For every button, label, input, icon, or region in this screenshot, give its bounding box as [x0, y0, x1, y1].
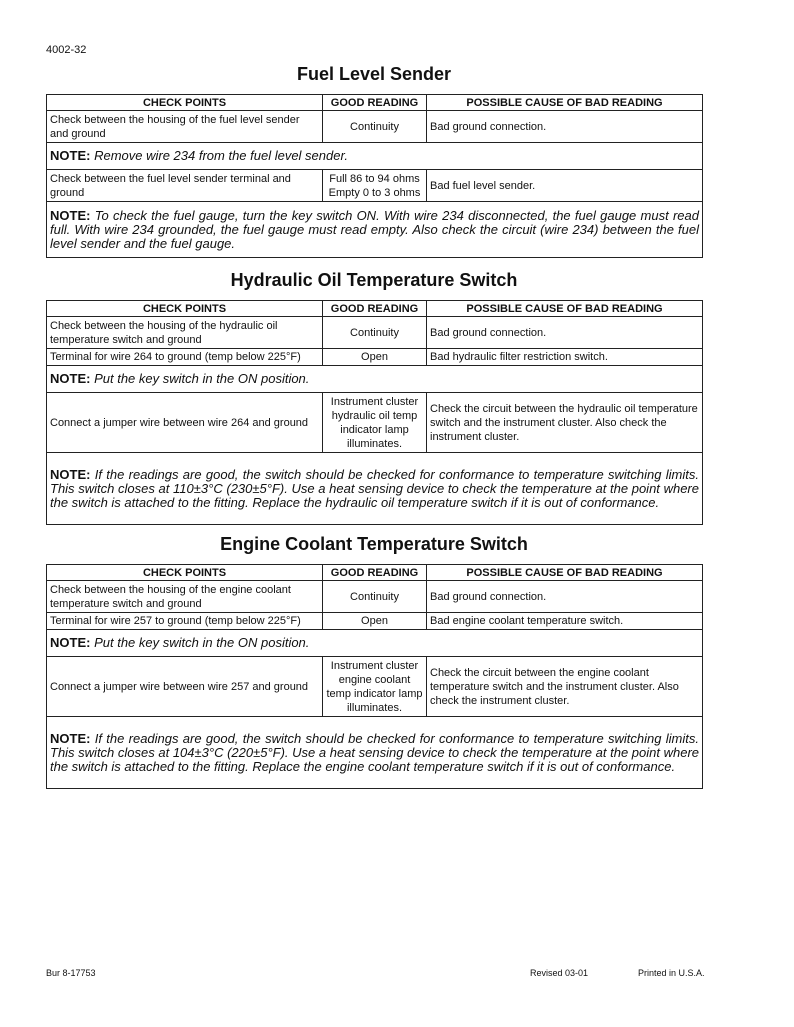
check-point-cell: Check between the fuel level sender terminal and ground [47, 170, 323, 202]
cause-cell: Bad hydraulic filter restriction switch. [427, 349, 703, 366]
header-check-points: CHECK POINTS [47, 95, 323, 111]
engine-coolant-temp-switch-table [46, 564, 703, 789]
good-reading-cell: Continuity [323, 111, 427, 143]
note-label: NOTE: [50, 148, 91, 163]
note-label: NOTE: [50, 635, 91, 650]
note-row [47, 366, 703, 393]
section-title-hydraulic-oil-temp-switch: Hydraulic Oil Temperature Switch [230, 270, 518, 290]
note-text: If the readings are good, the switch should be checked for conformance to temperature switching limits. This switch closes at 104±3°C (220±5°F). Use a heat sensing device to check the temperature at the point where the switch is attached to the fitting. Replace the engine coolant temperature switch if it is out of conformance. [50, 730, 699, 774]
note-row [47, 630, 703, 657]
check-point-cell: Check between the housing of the hydraulic oil temperature switch and ground [47, 317, 323, 349]
good-reading-cell: Instrument cluster hydraulic oil temp indicator lamp illuminates. [323, 393, 427, 453]
footer-revised: Revised 03-01 [530, 968, 589, 978]
check-point-cell: Terminal for wire 257 to ground (temp below 225°F) [47, 613, 323, 630]
cause-cell: Bad fuel level sender. [427, 170, 703, 202]
note-row [47, 143, 703, 170]
note-text: Put the key switch in the ON position. [94, 371, 310, 386]
note-row [47, 453, 703, 525]
check-point-cell: Connect a jumper wire between wire 264 and ground [47, 393, 323, 453]
page-id: 4002-32 [46, 44, 87, 56]
footer-doc-number: Bur 8-17753 [46, 968, 96, 978]
section-title-engine-coolant-temp-switch: Engine Coolant Temperature Switch [220, 534, 528, 554]
cause-cell: Bad ground connection. [427, 111, 703, 143]
cause-cell: Bad ground connection. [427, 317, 703, 349]
note-text: Put the key switch in the ON position. [94, 635, 310, 650]
header-good-reading: GOOD READING [323, 301, 427, 317]
good-reading-cell: Instrument cluster engine coolant temp indicator lamp illuminates. [323, 657, 427, 717]
header-check-points: CHECK POINTS [47, 301, 323, 317]
header-good-reading: GOOD READING [323, 565, 427, 581]
note-label: NOTE: [50, 207, 91, 223]
note-row [47, 717, 703, 789]
header-cause: POSSIBLE CAUSE OF BAD READING [427, 95, 703, 111]
note-text: Remove wire 234 from the fuel level sender. [94, 148, 348, 163]
note-text: To check the fuel gauge, turn the key switch ON. With wire 234 disconnected, the fuel gauge must read full. With wire 234 grounded, the fuel gauge must read empty. Also check the circuit (wire 234) between the fuel level sender and the fuel gauge. [50, 207, 699, 251]
good-reading-cell: Full 86 to 94 ohms Empty 0 to 3 ohms [323, 170, 427, 202]
check-point-cell: Check between the housing of the fuel level sender and ground [47, 111, 323, 143]
footer-printed: Printed in U.S.A. [638, 968, 705, 978]
check-point-cell: Terminal for wire 264 to ground (temp below 225°F) [47, 349, 323, 366]
hydraulic-oil-temp-switch-table [46, 300, 703, 525]
good-reading-cell: Continuity [323, 581, 427, 613]
cause-cell: Bad ground connection. [427, 581, 703, 613]
check-point-cell: Check between the housing of the engine coolant temperature switch and ground [47, 581, 323, 613]
note-text: If the readings are good, the switch should be checked for conformance to temperature switching limits. This switch closes at 110±3°C (230±5°F). Use a heat sensing device to check the temperature at the point where the switch is attached to the fitting. Replace the hydraulic oil temperature switch if it is out of conformance. [50, 466, 699, 510]
check-point-cell: Connect a jumper wire between wire 257 and ground [47, 657, 323, 717]
header-check-points: CHECK POINTS [47, 565, 323, 581]
note-label: NOTE: [50, 371, 91, 386]
header-cause: POSSIBLE CAUSE OF BAD READING [427, 565, 703, 581]
header-cause: POSSIBLE CAUSE OF BAD READING [427, 301, 703, 317]
good-reading-cell: Continuity [323, 317, 427, 349]
fuel-level-sender-table [46, 94, 703, 258]
section-title-fuel-level-sender: Fuel Level Sender [296, 64, 452, 84]
header-good-reading: GOOD READING [323, 95, 427, 111]
note-row [47, 202, 703, 258]
cause-cell: Bad engine coolant temperature switch. [427, 613, 703, 630]
cause-cell: Check the circuit between the engine coolant temperature switch and the instrument cluster. Also check the instrument cluster. [427, 657, 703, 717]
note-label: NOTE: [50, 466, 91, 482]
good-reading-cell: Open [323, 613, 427, 630]
cause-cell: Check the circuit between the hydraulic oil temperature switch and the instrument cluster. Also check the instrument cluster. [427, 393, 703, 453]
note-label: NOTE: [50, 730, 91, 746]
good-reading-cell: Open [323, 349, 427, 366]
